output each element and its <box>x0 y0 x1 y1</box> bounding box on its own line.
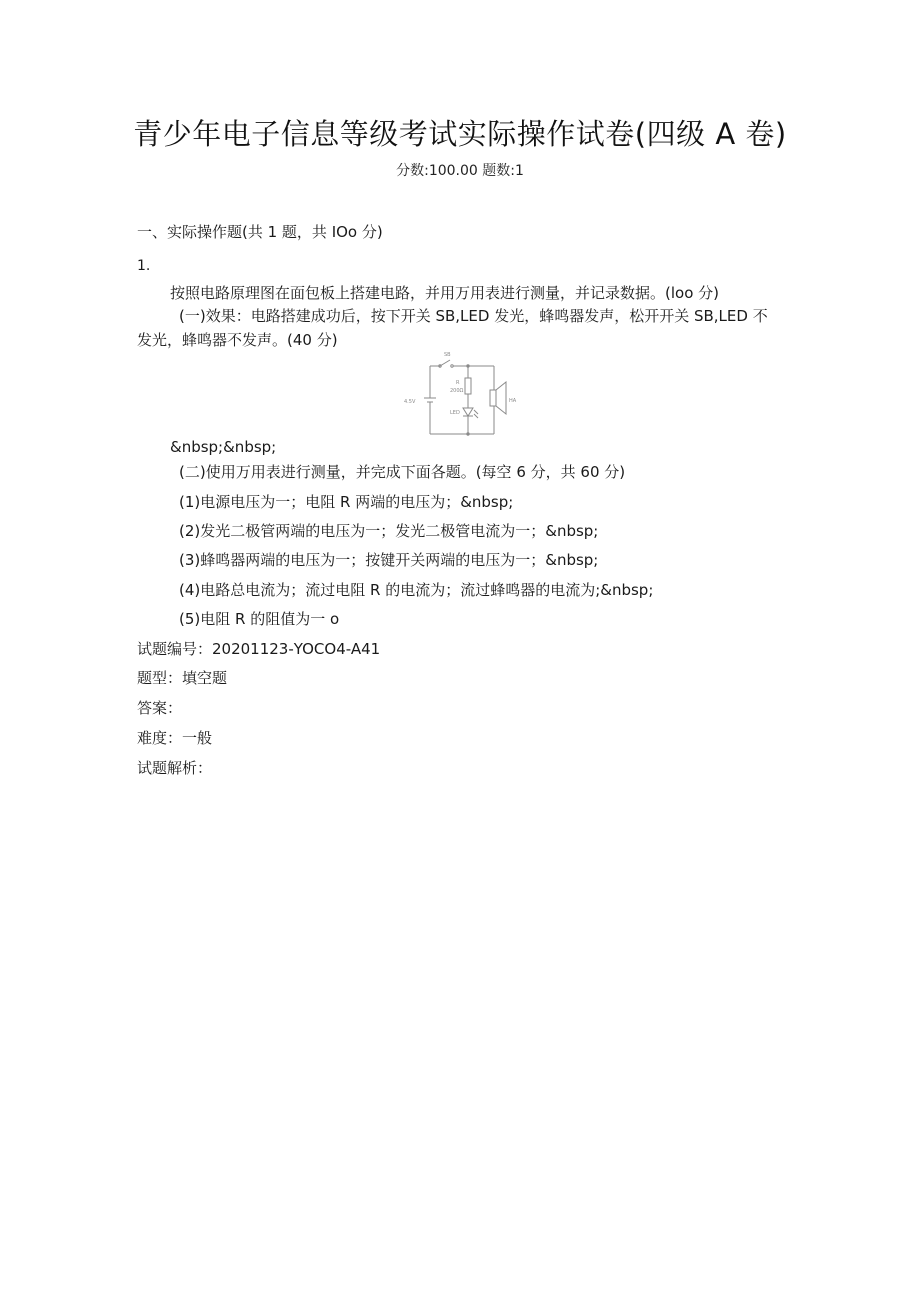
question-part2: (二)使用万用表进行测量，并完成下面各题。(每空 6 分，共 60 分) <box>179 463 626 481</box>
placeholder-text: &nbsp;&nbsp; <box>170 438 277 456</box>
question-number: 1. <box>137 258 151 274</box>
score-summary: 分数:100.00 题数:1 <box>396 163 524 179</box>
question-part1-line2: 发光，蜂鸣器不发声。(40 分) <box>137 331 338 349</box>
resistor-label: R <box>456 380 460 386</box>
subquestion-5: (5)电阻 R 的阻值为一 o <box>179 610 340 628</box>
led-label: LED <box>450 410 460 416</box>
battery-label: 4.5V <box>404 399 416 405</box>
subquestion-4: (4)电路总电流为；流过电阻 R 的电流为；流过蜂鸣器的电流为;&nbsp; <box>179 581 654 599</box>
buzzer-label: HA <box>509 398 517 404</box>
circuit-schematic <box>392 346 532 438</box>
question-answer: 答案： <box>137 699 183 717</box>
resistance-label: 200Ω <box>450 388 464 394</box>
question-analysis: 试题解析： <box>137 759 213 777</box>
subquestion-3: (3)蜂鸣器两端的电压为一；按键开关两端的电压为一；&nbsp; <box>179 551 599 569</box>
question-type: 题型：填空题 <box>137 669 228 687</box>
question-difficulty: 难度：一般 <box>137 729 213 747</box>
question-part1-line1: (一)效果：电路搭建成功后，按下开关 SB,LED 发光，蜂鸣器发声，松开开关 SB,LED 不 <box>179 307 768 325</box>
question-id: 试题编号：20201123-YOCO4-A41 <box>137 640 381 658</box>
circuit-diagram <box>392 346 532 438</box>
switch-label: SB <box>444 352 451 358</box>
subquestion-2: (2)发光二极管两端的电压为一；发光二极管电流为一；&nbsp; <box>179 522 599 540</box>
question-intro: 按照电路原理图在面包板上搭建电路，并用万用表进行测量，并记录数据。(loo 分) <box>170 284 719 302</box>
exam-title: 青少年电子信息等级考试实际操作试卷(四级 A 卷) <box>133 117 787 151</box>
subquestion-1: (1)电源电压为一；电阻 R 两端的电压为；&nbsp; <box>179 493 514 511</box>
section-heading: 一、实际操作题(共 1 题，共 IOo 分) <box>137 223 383 241</box>
